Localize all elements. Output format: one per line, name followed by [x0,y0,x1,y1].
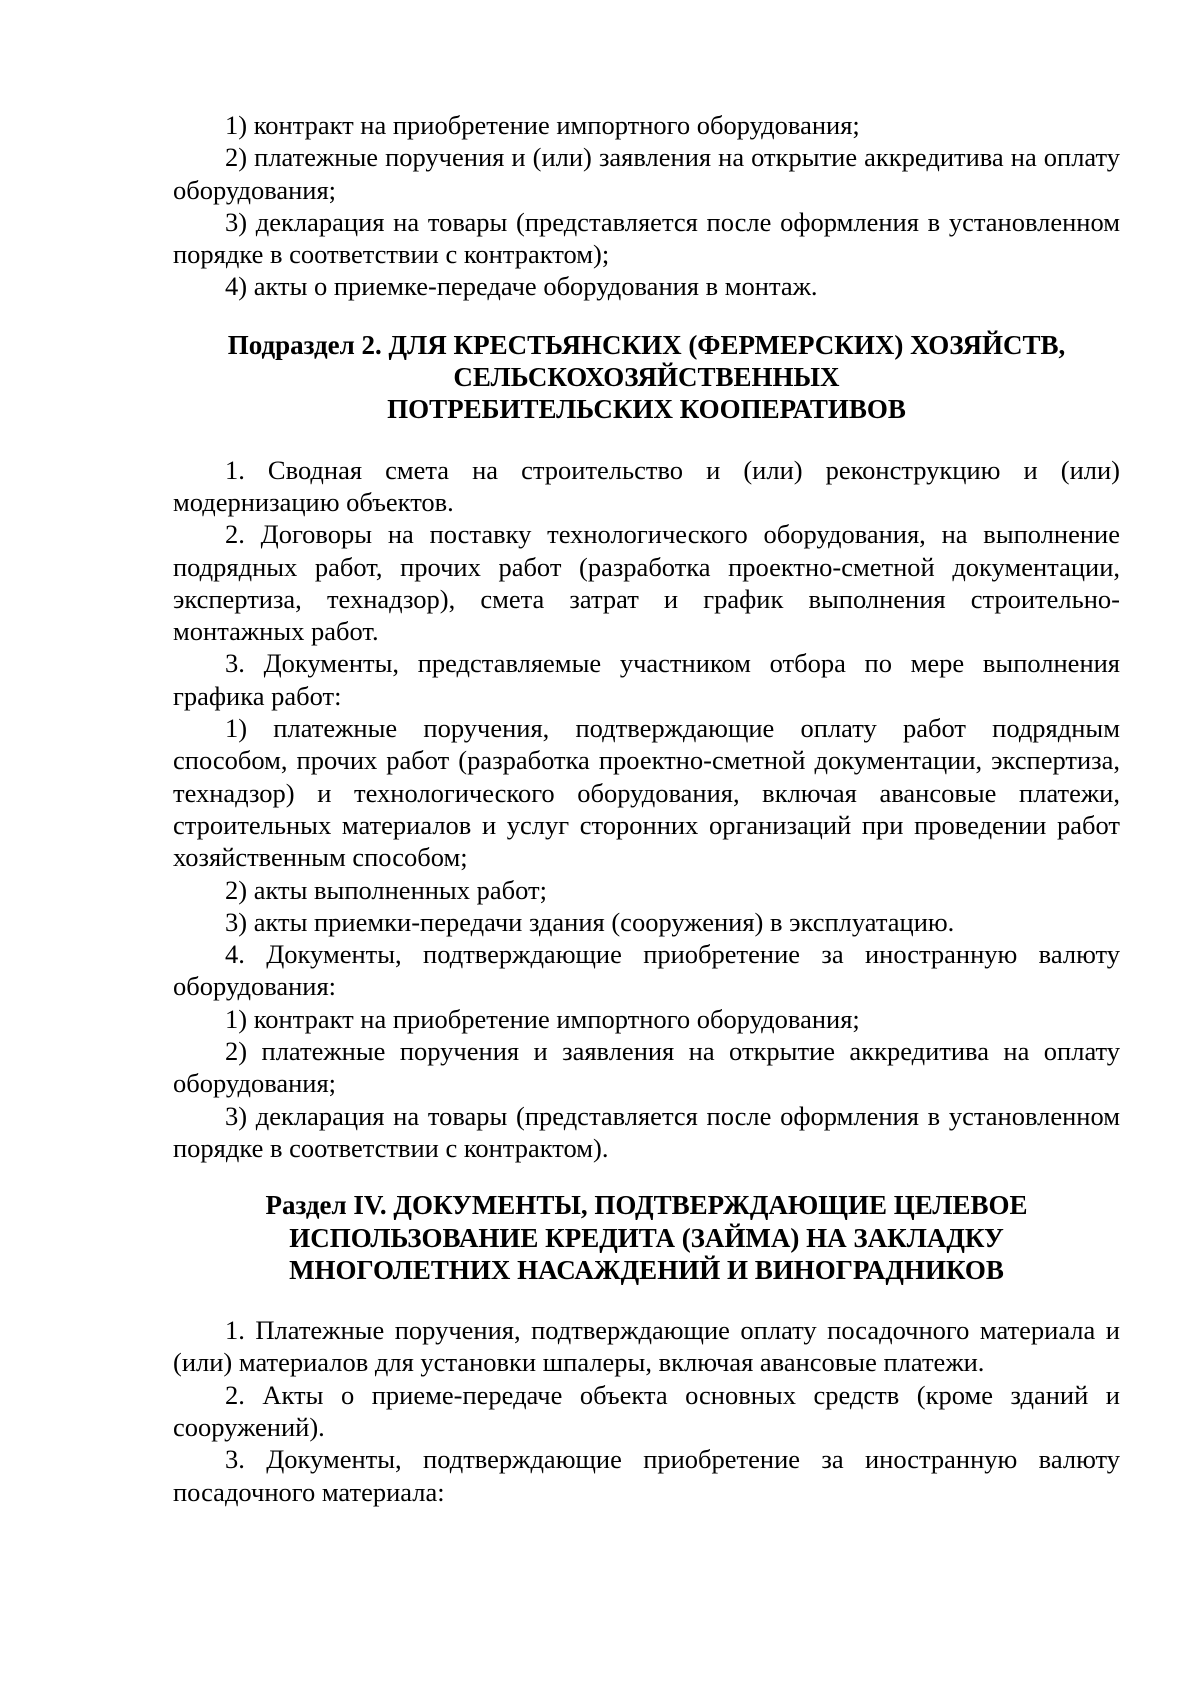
list-item: 2) платежные поручения и (или) заявления на открытие аккредитива на оплату оборудования; [173,142,1120,205]
list-item: 2) платежные поручения и заявления на открытие аккредитива на оплату оборудования; [173,1036,1120,1099]
list-item: 1) контракт на приобретение импортного оборудования; [225,110,860,140]
heading-line: СЕЛЬСКОХОЗЯЙСТВЕННЫХ [453,362,840,393]
list-item: 2. Акты о приеме-передаче объекта основных средств (кроме зданий и сооружений). [173,1379,1120,1442]
list-item: 4) акты о приемке-передаче оборудования в монтаж. [225,271,818,302]
equipment-documents-list [173,109,1120,303]
list-item: 3) акты приемки-передачи здания (сооружения) в эксплуатацию. [225,906,955,937]
document-page [173,109,1120,1508]
section-4-heading [173,1189,1120,1286]
heading-line: Подраздел 2. ДЛЯ КРЕСТЬЯНСКИХ (ФЕРМЕРСКИХ) ХОЗЯЙСТВ, [227,329,1066,360]
list-item: 1. Сводная смета на строительство и (или) реконструкцию и (или) модернизацию объектов. [173,454,1120,517]
list-item: 3) декларация на товары (представляется после оформления в установленном порядке в соответствии с контрактом); [173,206,1120,270]
list-item: 3) декларация на товары (представляется после оформления в установленном порядке в соответствии с контрактом). [173,1100,1120,1163]
heading-line: МНОГОЛЕТНИХ НАСАЖДЕНИЙ И ВИНОГРАДНИКОВ [289,1254,1004,1285]
subsection-2-heading [173,329,1120,426]
list-item: 4. Документы, подтверждающие приобретение за иностранную валюту оборудования: [173,939,1120,1002]
list-item: 3. Документы, представляемые участником отбора по мере выполнения графика работ: [173,648,1120,711]
heading-line: ПОТРЕБИТЕЛЬСКИХ КООПЕРАТИВОВ [387,394,906,425]
heading-line: ИСПОЛЬЗОВАНИЕ КРЕДИТА (ЗАЙМА) НА ЗАКЛАДКУ [289,1222,1004,1253]
list-item: 1. Платежные поручения, подтверждающие оплату посадочного материала и (или) материалов для установки шпалеры, включая авансовые платежи. [173,1315,1120,1378]
list-item: 1) контракт на приобретение импортного оборудования; [225,1003,860,1034]
subsection-2-list [173,454,1120,1165]
list-item: 1) платежные поручения, подтверждающие оплату работ подрядным способом, прочих работ (разработка проектно-сметной документации, экспертиза, технадзор) и технологического оборудования, включая авансовые платежи, строительных материалов и услуг сторонних организаций при проведении работ хозяйственным способом; [173,713,1120,873]
list-item: 2) акты выполненных работ; [225,874,547,905]
list-item: 2. Договоры на поставку технологического оборудования, на выполнение подрядных работ, прочих работ (разработка проектно-сметной документации, экспертиза, технадзор), смета затрат и график выполнения строительно-монтажных работ. [173,519,1120,647]
heading-line: Раздел IV. ДОКУМЕНТЫ, ПОДТВЕРЖДАЮЩИЕ ЦЕЛЕВОЕ [265,1190,1028,1221]
list-item: 3. Документы, подтверждающие приобретение за иностранную валюту посадочного материала: [173,1444,1120,1507]
section-4-list [173,1314,1120,1508]
